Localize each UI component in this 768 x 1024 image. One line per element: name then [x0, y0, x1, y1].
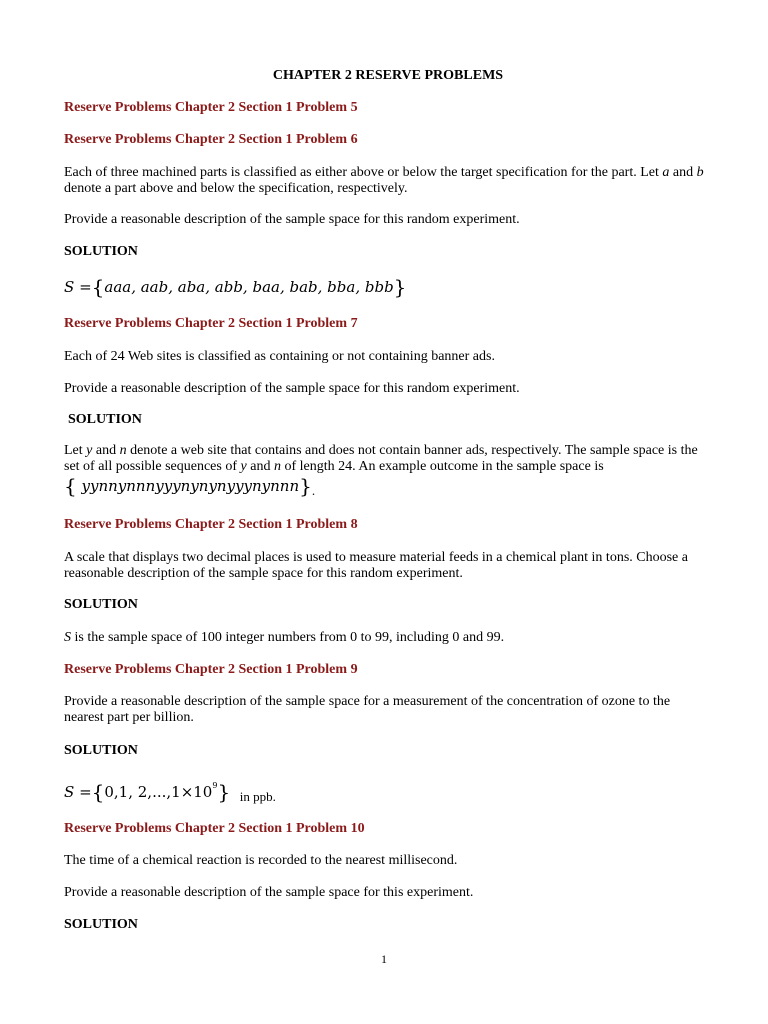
problem-7-question: Provide a reasonable description of the sample space for this random experiment. [64, 381, 520, 396]
page-number: 1 [381, 952, 387, 966]
problem-10-solution-label: SOLUTION [64, 917, 138, 932]
problem-8-solution-text: S is the sample space of 100 integer numbers from 0 to 99, including 0 and 99. [64, 630, 505, 645]
problem-8-statement: A scale that displays two decimal places is used to measure material feeds in a chemical plant in tons. Choose a reasonable description of the sample space for this random experiment. [64, 550, 688, 581]
problem-7-solution-label: SOLUTION [68, 412, 142, 427]
problem-9-sample-space-equation: S ={0,1, $2,...,1\times 10^9$} in ppb. [64, 780, 276, 804]
problem-8-heading: Reserve Problems Chapter 2 Section 1 Problem 8 [64, 517, 358, 532]
problem-7-solution-text: Let y and n denote a web site that contains and does not contain banner ads, respectively. The sample space is the set of all possible sequences of y and n of length 24. An example outcome in the sample space is [64, 443, 698, 474]
problem-10-heading: Reserve Problems Chapter 2 Section 1 Problem 10 [64, 821, 365, 836]
problem-7-example-outcome-equation: { yynnynnnyyynynynyyynynnn}. [64, 474, 316, 498]
problem-9-heading: Reserve Problems Chapter 2 Section 1 Problem 9 [64, 662, 358, 677]
problem-6-sample-space-equation: S ={aaa, aab, aba, abb, baa, bab, bba, bbb} [64, 275, 407, 299]
problem-6-solution-label: SOLUTION [64, 244, 138, 259]
problem-6-heading: Reserve Problems Chapter 2 Section 1 Problem 6 [64, 132, 358, 147]
problem-10-statement: The time of a chemical reaction is recorded to the nearest millisecond. [64, 853, 458, 868]
problem-7-statement: Each of 24 Web sites is classified as containing or not containing banner ads. [64, 349, 495, 364]
page-title: CHAPTER 2 RESERVE PROBLEMS [272, 68, 504, 83]
problem-8-solution-label: SOLUTION [64, 597, 138, 612]
problem-7-heading: Reserve Problems Chapter 2 Section 1 Problem 7 [64, 316, 358, 331]
problem-5-heading: Reserve Problems Chapter 2 Section 1 Problem 5 [64, 100, 358, 115]
problem-9-solution-label: SOLUTION [64, 743, 138, 758]
problem-6-question: Provide a reasonable description of the sample space for this random experiment. [64, 212, 520, 227]
problem-9-statement: Provide a reasonable description of the sample space for a measurement of the concentration of ozone to the nearest part per billion. [64, 694, 671, 725]
problem-6-statement: Each of three machined parts is classified as either above or below the target specification for the part. Let a and b denote a part above and below the specification, respectively. [64, 165, 704, 196]
problem-10-question: Provide a reasonable description of the sample space for this experiment. [64, 885, 474, 900]
